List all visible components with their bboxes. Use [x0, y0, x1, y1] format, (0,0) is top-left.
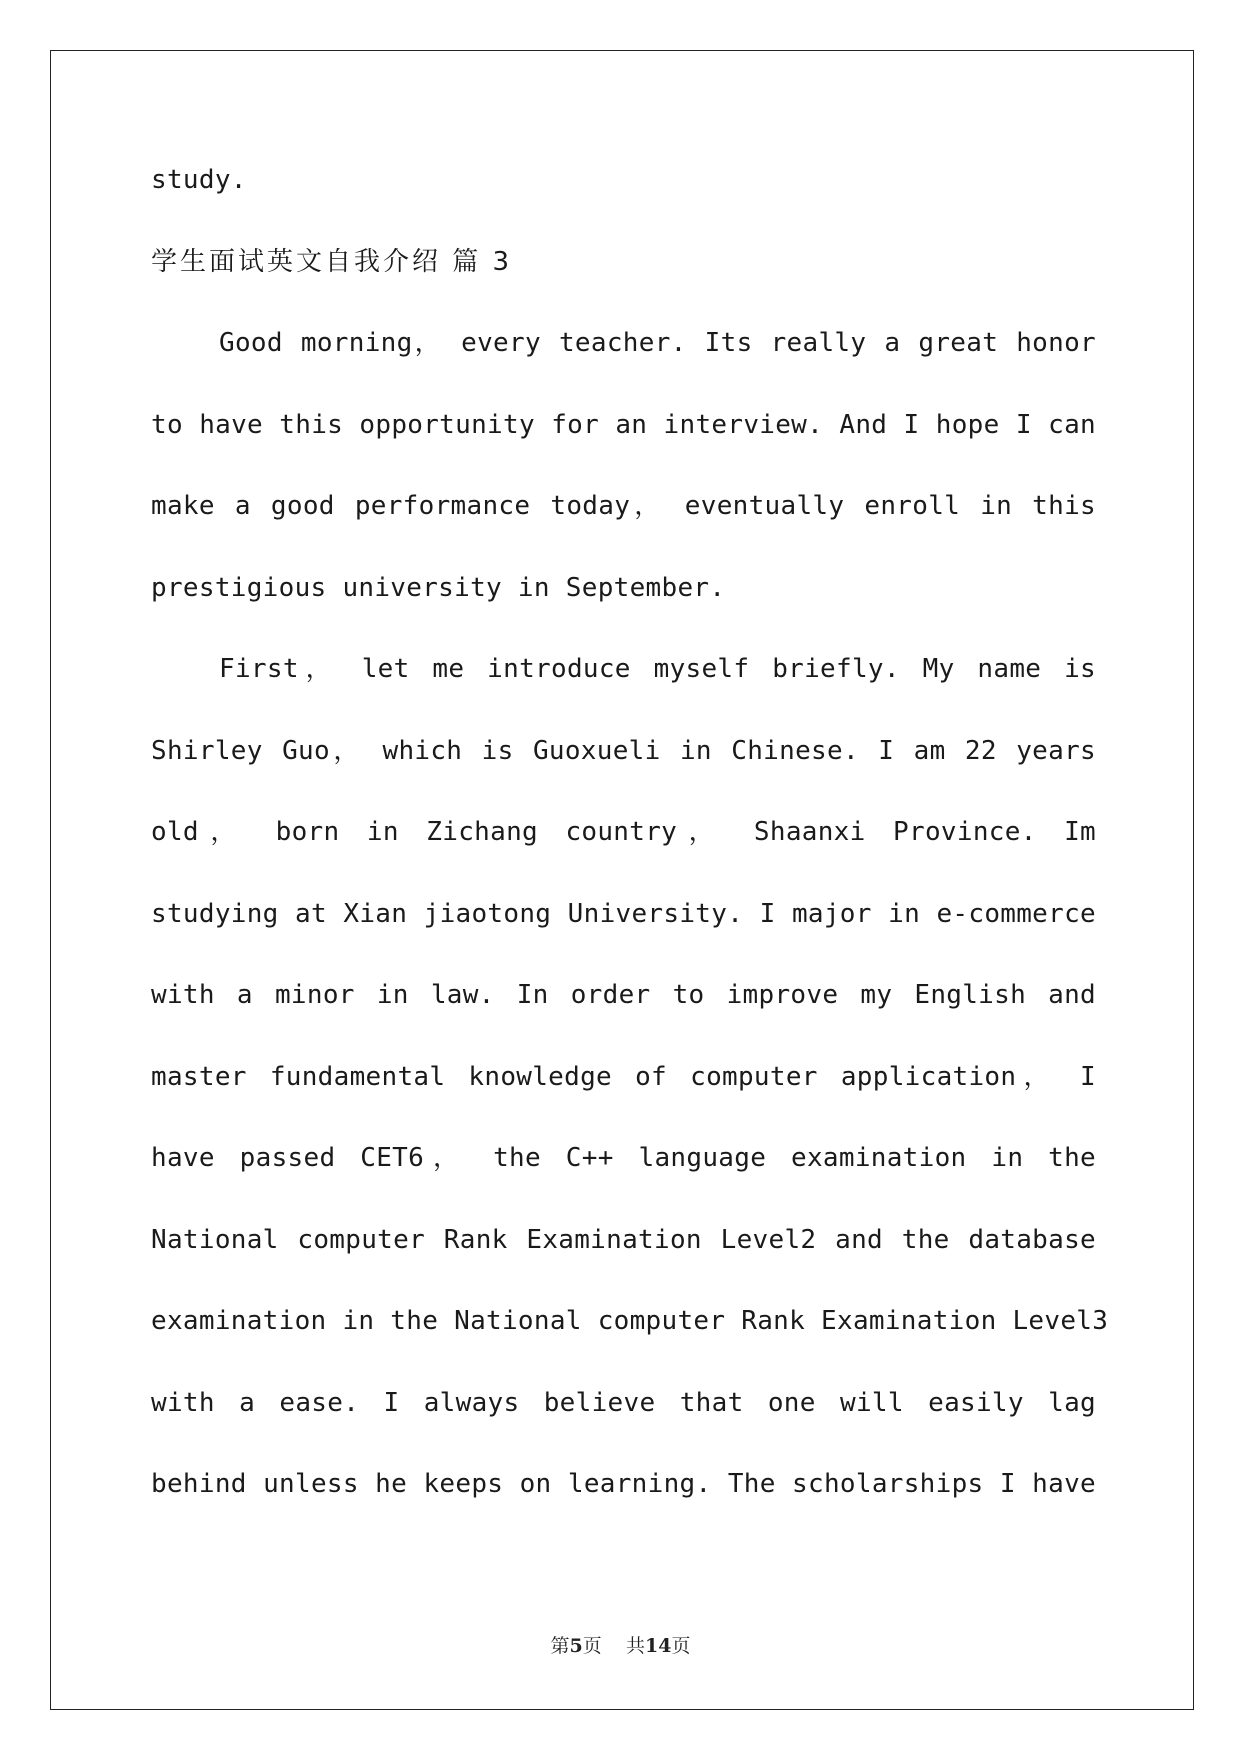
- section-heading: 学生面试英文自我介绍 篇 3: [151, 246, 513, 277]
- text-line: old， born in Zichang country， Shaanxi Province. Im: [151, 817, 1096, 847]
- text-line: Shirley Guo， which is Guoxueli in Chinese. I am 22 years: [151, 735, 1096, 766]
- text-line: behind unless he keeps on learning. The scholarships I have: [151, 1469, 1096, 1499]
- text-line: with a ease. I always believe that one will easily lag: [151, 1387, 1096, 1418]
- text-line: make a good performance today， eventually enroll in this: [151, 491, 1096, 521]
- text-line: master fundamental knowledge of computer application， I: [151, 1061, 1096, 1092]
- text-line: examination in the National computer Rank Examination Level3: [151, 1306, 1109, 1336]
- text-line: have passed CET6， the C++ language examination in the: [151, 1143, 1096, 1173]
- page-suffix: 页: [582, 1635, 602, 1657]
- text-line: prestigious university in September.: [151, 572, 726, 603]
- text-line: studying at Xian jiaotong University. I major in e-commerce: [151, 898, 1096, 929]
- text-line: to have this opportunity for an interview. And I hope I can: [151, 409, 1096, 440]
- page-prefix: 第: [550, 1635, 570, 1657]
- total-pages: 14: [644, 1635, 672, 1657]
- total-suffix: 页: [671, 1635, 691, 1657]
- text-line: First， let me introduce myself briefly. My name is: [219, 654, 1096, 684]
- total-prefix: 共: [625, 1635, 645, 1657]
- page-footer: [0, 1631, 1241, 1658]
- text-line: with a minor in law. In order to improve my English and: [151, 980, 1096, 1010]
- page-number: 5: [569, 1635, 583, 1657]
- text-line: Good morning， every teacher. Its really a great honor: [219, 328, 1096, 358]
- document-body: [151, 162, 1109, 1548]
- text-line: study.: [151, 165, 247, 195]
- text-line: National computer Rank Examination Level2 and the database: [151, 1224, 1096, 1255]
